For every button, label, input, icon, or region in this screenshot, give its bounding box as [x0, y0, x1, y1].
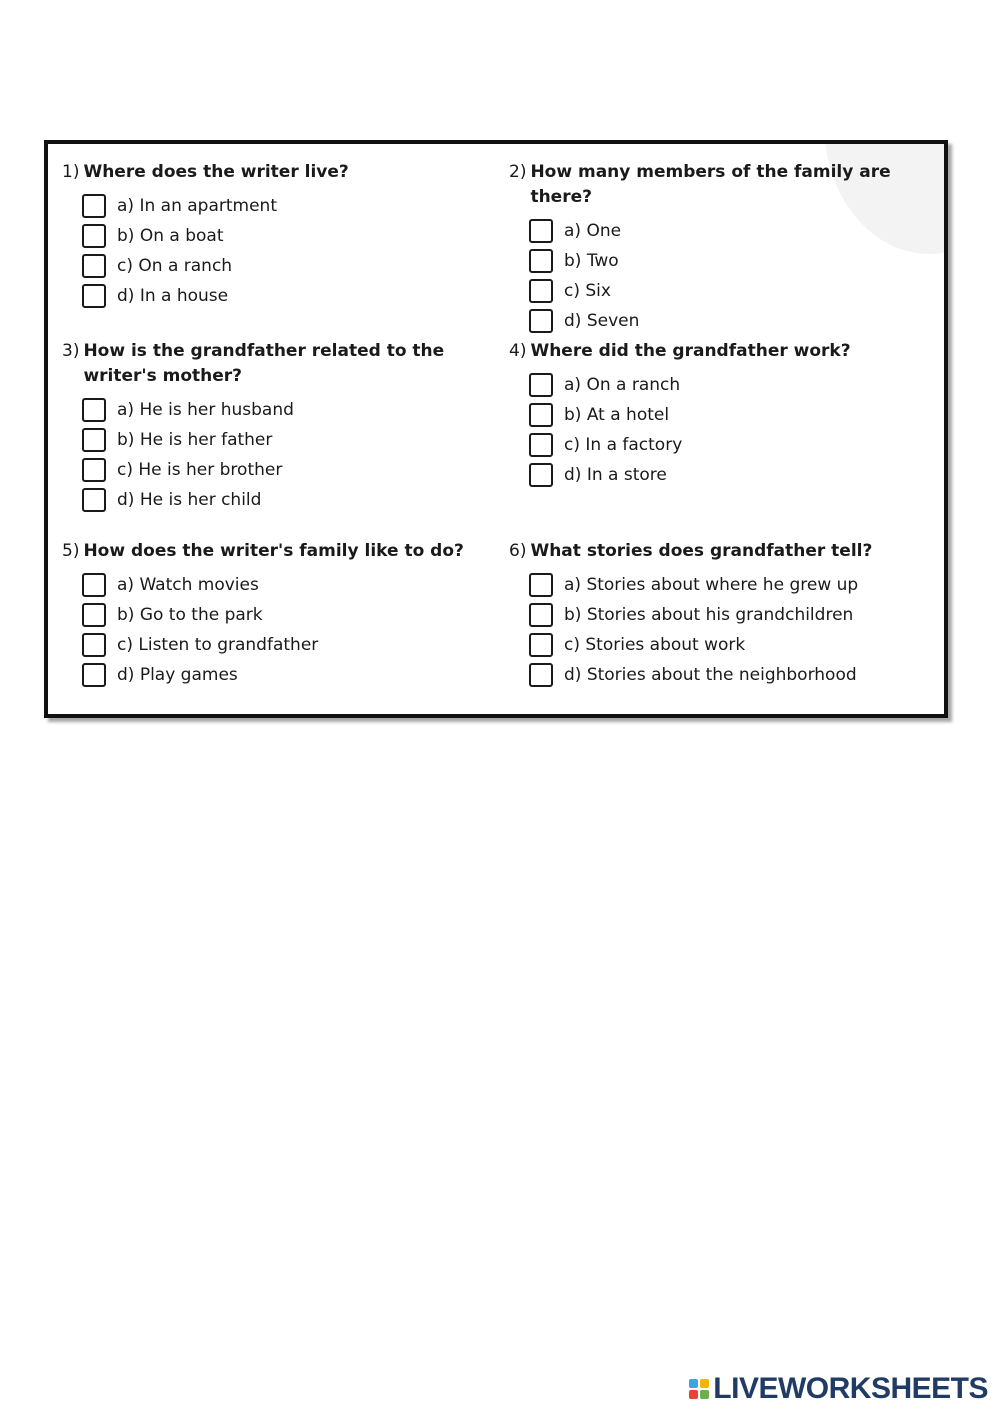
- answer-label: a) On a ranch: [564, 375, 681, 395]
- logo-square: [689, 1390, 698, 1399]
- answer-checkbox[interactable]: [82, 194, 106, 218]
- answer-checkbox[interactable]: [82, 458, 106, 482]
- answer-label: a) One: [564, 221, 622, 241]
- question-2: [509, 160, 929, 336]
- answer-option[interactable]: [529, 216, 929, 246]
- answer-checkbox[interactable]: [529, 433, 553, 457]
- question-3: [62, 339, 482, 515]
- answer-checkbox[interactable]: [82, 254, 106, 278]
- answer-checkbox[interactable]: [82, 488, 106, 512]
- answer-option[interactable]: [82, 221, 482, 251]
- answer-option[interactable]: [529, 370, 929, 400]
- answer-option[interactable]: [82, 395, 482, 425]
- question-text: Where does the writer live?: [83, 162, 349, 182]
- answer-checkbox[interactable]: [529, 633, 553, 657]
- answer-option[interactable]: [529, 460, 929, 490]
- answer-option[interactable]: [82, 281, 482, 311]
- question-number: 5): [62, 541, 80, 561]
- answer-label: b) At a hotel: [564, 405, 670, 425]
- answer-checkbox[interactable]: [529, 603, 553, 627]
- logo-square: [689, 1379, 698, 1388]
- liveworksheets-logo-icon: [689, 1379, 709, 1399]
- answer-checkbox[interactable]: [82, 284, 106, 308]
- answer-checkbox[interactable]: [82, 224, 106, 248]
- answer-label: b) Two: [564, 251, 619, 271]
- brand-wordmark: LIVEWORKSHEETS: [713, 1372, 988, 1405]
- answer-option[interactable]: [82, 191, 482, 221]
- answer-checkbox[interactable]: [82, 603, 106, 627]
- answer-label: a) Watch movies: [117, 575, 259, 595]
- answer-checkbox[interactable]: [529, 573, 553, 597]
- answer-option[interactable]: [529, 430, 929, 460]
- answer-checkbox[interactable]: [529, 373, 553, 397]
- answer-option[interactable]: [529, 600, 929, 630]
- answer-label: c) Listen to grandfather: [117, 635, 319, 655]
- answer-label: c) In a factory: [564, 435, 683, 455]
- answer-label: a) Stories about where he grew up: [564, 575, 859, 595]
- answer-option[interactable]: [82, 630, 482, 660]
- answer-label: b) Stories about his grandchildren: [564, 605, 854, 625]
- answer-option[interactable]: [529, 400, 929, 430]
- answer-label: d) In a store: [564, 465, 667, 485]
- question-number: 1): [62, 162, 80, 182]
- question-4: [509, 339, 929, 490]
- answer-checkbox[interactable]: [529, 249, 553, 273]
- answer-label: c) He is her brother: [117, 460, 283, 480]
- answer-checkbox[interactable]: [529, 219, 553, 243]
- answer-checkbox[interactable]: [82, 633, 106, 657]
- answer-label: d) He is her child: [117, 490, 262, 510]
- question-text: Where did the grandfather work?: [530, 341, 851, 361]
- liveworksheets-brand[interactable]: [689, 1372, 988, 1406]
- question-number: 2): [509, 162, 527, 182]
- question-text: How does the writer's family like to do?: [83, 541, 464, 561]
- answer-label: d) Seven: [564, 311, 640, 331]
- question-1: [62, 160, 482, 311]
- answer-label: c) On a ranch: [117, 256, 233, 276]
- answer-option[interactable]: [82, 425, 482, 455]
- answer-label: c) Stories about work: [564, 635, 746, 655]
- answer-label: d) Play games: [117, 665, 238, 685]
- question-text: What stories does grandfather tell?: [530, 541, 873, 561]
- answer-option[interactable]: [82, 570, 482, 600]
- answer-label: a) In an apartment: [117, 196, 277, 216]
- question-number: 6): [509, 541, 527, 561]
- answer-option[interactable]: [529, 276, 929, 306]
- answer-option[interactable]: [82, 600, 482, 630]
- answer-option[interactable]: [82, 455, 482, 485]
- logo-square: [700, 1390, 709, 1399]
- logo-square: [700, 1379, 709, 1388]
- question-text: How is the grandfather related to the writer's mother?: [83, 341, 445, 386]
- worksheet-frame: [44, 140, 948, 718]
- answer-label: d) Stories about the neighborhood: [564, 665, 857, 685]
- question-5: [62, 539, 482, 690]
- answer-checkbox[interactable]: [82, 398, 106, 422]
- answer-label: b) Go to the park: [117, 605, 263, 625]
- answer-label: c) Six: [564, 281, 611, 301]
- answer-option[interactable]: [529, 306, 929, 336]
- answer-checkbox[interactable]: [529, 279, 553, 303]
- question-6: [509, 539, 929, 690]
- answer-option[interactable]: [82, 485, 482, 515]
- question-number: 4): [509, 341, 527, 361]
- answer-checkbox[interactable]: [529, 309, 553, 333]
- answer-checkbox[interactable]: [529, 663, 553, 687]
- answer-checkbox[interactable]: [82, 428, 106, 452]
- answer-option[interactable]: [82, 660, 482, 690]
- answer-option[interactable]: [529, 660, 929, 690]
- question-text: How many members of the family are there?: [530, 162, 891, 207]
- answer-label: b) He is her father: [117, 430, 273, 450]
- answer-checkbox[interactable]: [529, 403, 553, 427]
- answer-option[interactable]: [529, 570, 929, 600]
- answer-label: a) He is her husband: [117, 400, 294, 420]
- answer-label: b) On a boat: [117, 226, 224, 246]
- question-number: 3): [62, 341, 80, 361]
- answer-checkbox[interactable]: [82, 573, 106, 597]
- answer-checkbox[interactable]: [529, 463, 553, 487]
- answer-option[interactable]: [529, 246, 929, 276]
- answer-checkbox[interactable]: [82, 663, 106, 687]
- answer-option[interactable]: [529, 630, 929, 660]
- answer-label: d) In a house: [117, 286, 229, 306]
- answer-option[interactable]: [82, 251, 482, 281]
